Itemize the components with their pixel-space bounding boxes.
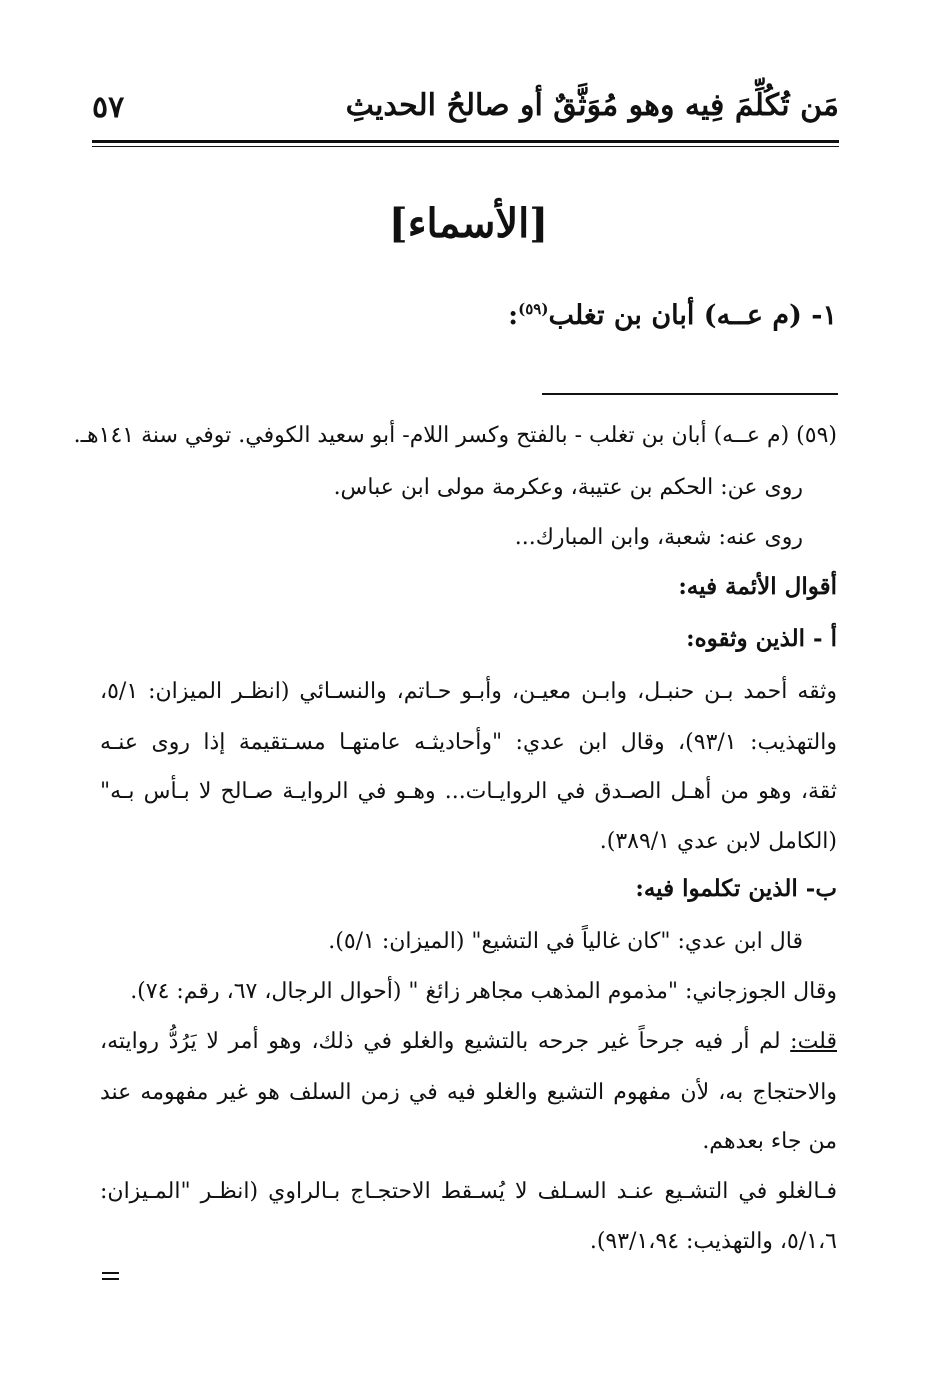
header-rule-thin [92,146,839,147]
footnote-line-text: لم أر فيه جرحاً غير جرحه بالتشيع والغلو في ذلك، وهو أمر لا يَرُدُّ روايته، [100,1029,781,1054]
footnote-line: وقال الجوزجاني: "مذموم المذهب مجاهر زائغ " (أحوال الرجال، ٦٧، رقم: ٧٤). [130,979,837,1004]
footnote-subheading: أ - الذين وثقوه: [686,625,837,652]
qult-label: قلت: [790,1029,837,1054]
footnote-line: ٥/١،٦، والتهذيب: ٩٣/١،٩٤). [589,1229,837,1254]
footnote-line: وثقه أحمد بـن حنبـل، وابـن معيـن، وأبـو حـاتم، والنسـائي (انظـر الميزان: ٥/١، [100,679,837,704]
footnote-line: من جاء بعدهم. [702,1129,837,1154]
entry-heading-text: ١- (م عــه) أبان بن تغلب [548,300,837,331]
running-header-title: مَن تُكُلِّمَ فِيه وهو مُوَثَّقٌ أو صالحُ الحديثِ [345,88,839,123]
footnote-line: ثقة، وهو من أهـل الصـدق في الروايـات... وهـو في الروايـة صـالح لا بـأس بـه" [100,779,837,804]
footnote-line: روى عنه: شعبة، وابن المبارك... [514,525,803,550]
footnote-subheading: أقوال الأئمة فيه: [678,573,837,600]
footnote-reference: (٥٩) [518,300,549,318]
end-mark [102,1272,119,1284]
entry-heading-suffix: : [508,300,519,331]
footnote-line: قال ابن عدي: "كان غالياً في التشيع" (الميزان: ٥/١). [328,929,803,954]
footnote-line: (الكامل لابن عدي ٣٨٩/١). [599,829,837,854]
header-rule [92,140,839,143]
footnote-line: والاحتجاج به، لأن مفهوم التشيع والغلو فيه في زمن السلف هو غير مفهومه عند [100,1080,837,1105]
footnote-line: والتهذيب: ٩٣/١)، وقال ابن عدي: "وأحاديثـه عامتهـا مسـتقيمة إذا روى عنـه [100,730,837,755]
footnote-line: (٥٩) (م عــه) أبان بن تغلب - بالفتح وكسر اللام- أبو سعيد الكوفي. توفي سنة ١٤١هـ. [73,423,837,448]
footnote-subheading: ب- الذين تكلموا فيه: [635,875,837,902]
section-heading: [الأسماء] [388,200,549,247]
entry-heading [508,300,837,331]
footnote-line: روى عن: الحكم بن عتيبة، وعكرمة مولى ابن عباس. [333,475,803,500]
footnote-line: فـالغلو في التشـيع عنـد السـلف لا يُسـقط الاحتجـاج بـالراوي (انظـر "المـيزان: [100,1179,837,1204]
footnote-separator [542,393,838,395]
footnote-line-qult [100,1027,837,1057]
page-number: ٥٧ [92,90,125,125]
